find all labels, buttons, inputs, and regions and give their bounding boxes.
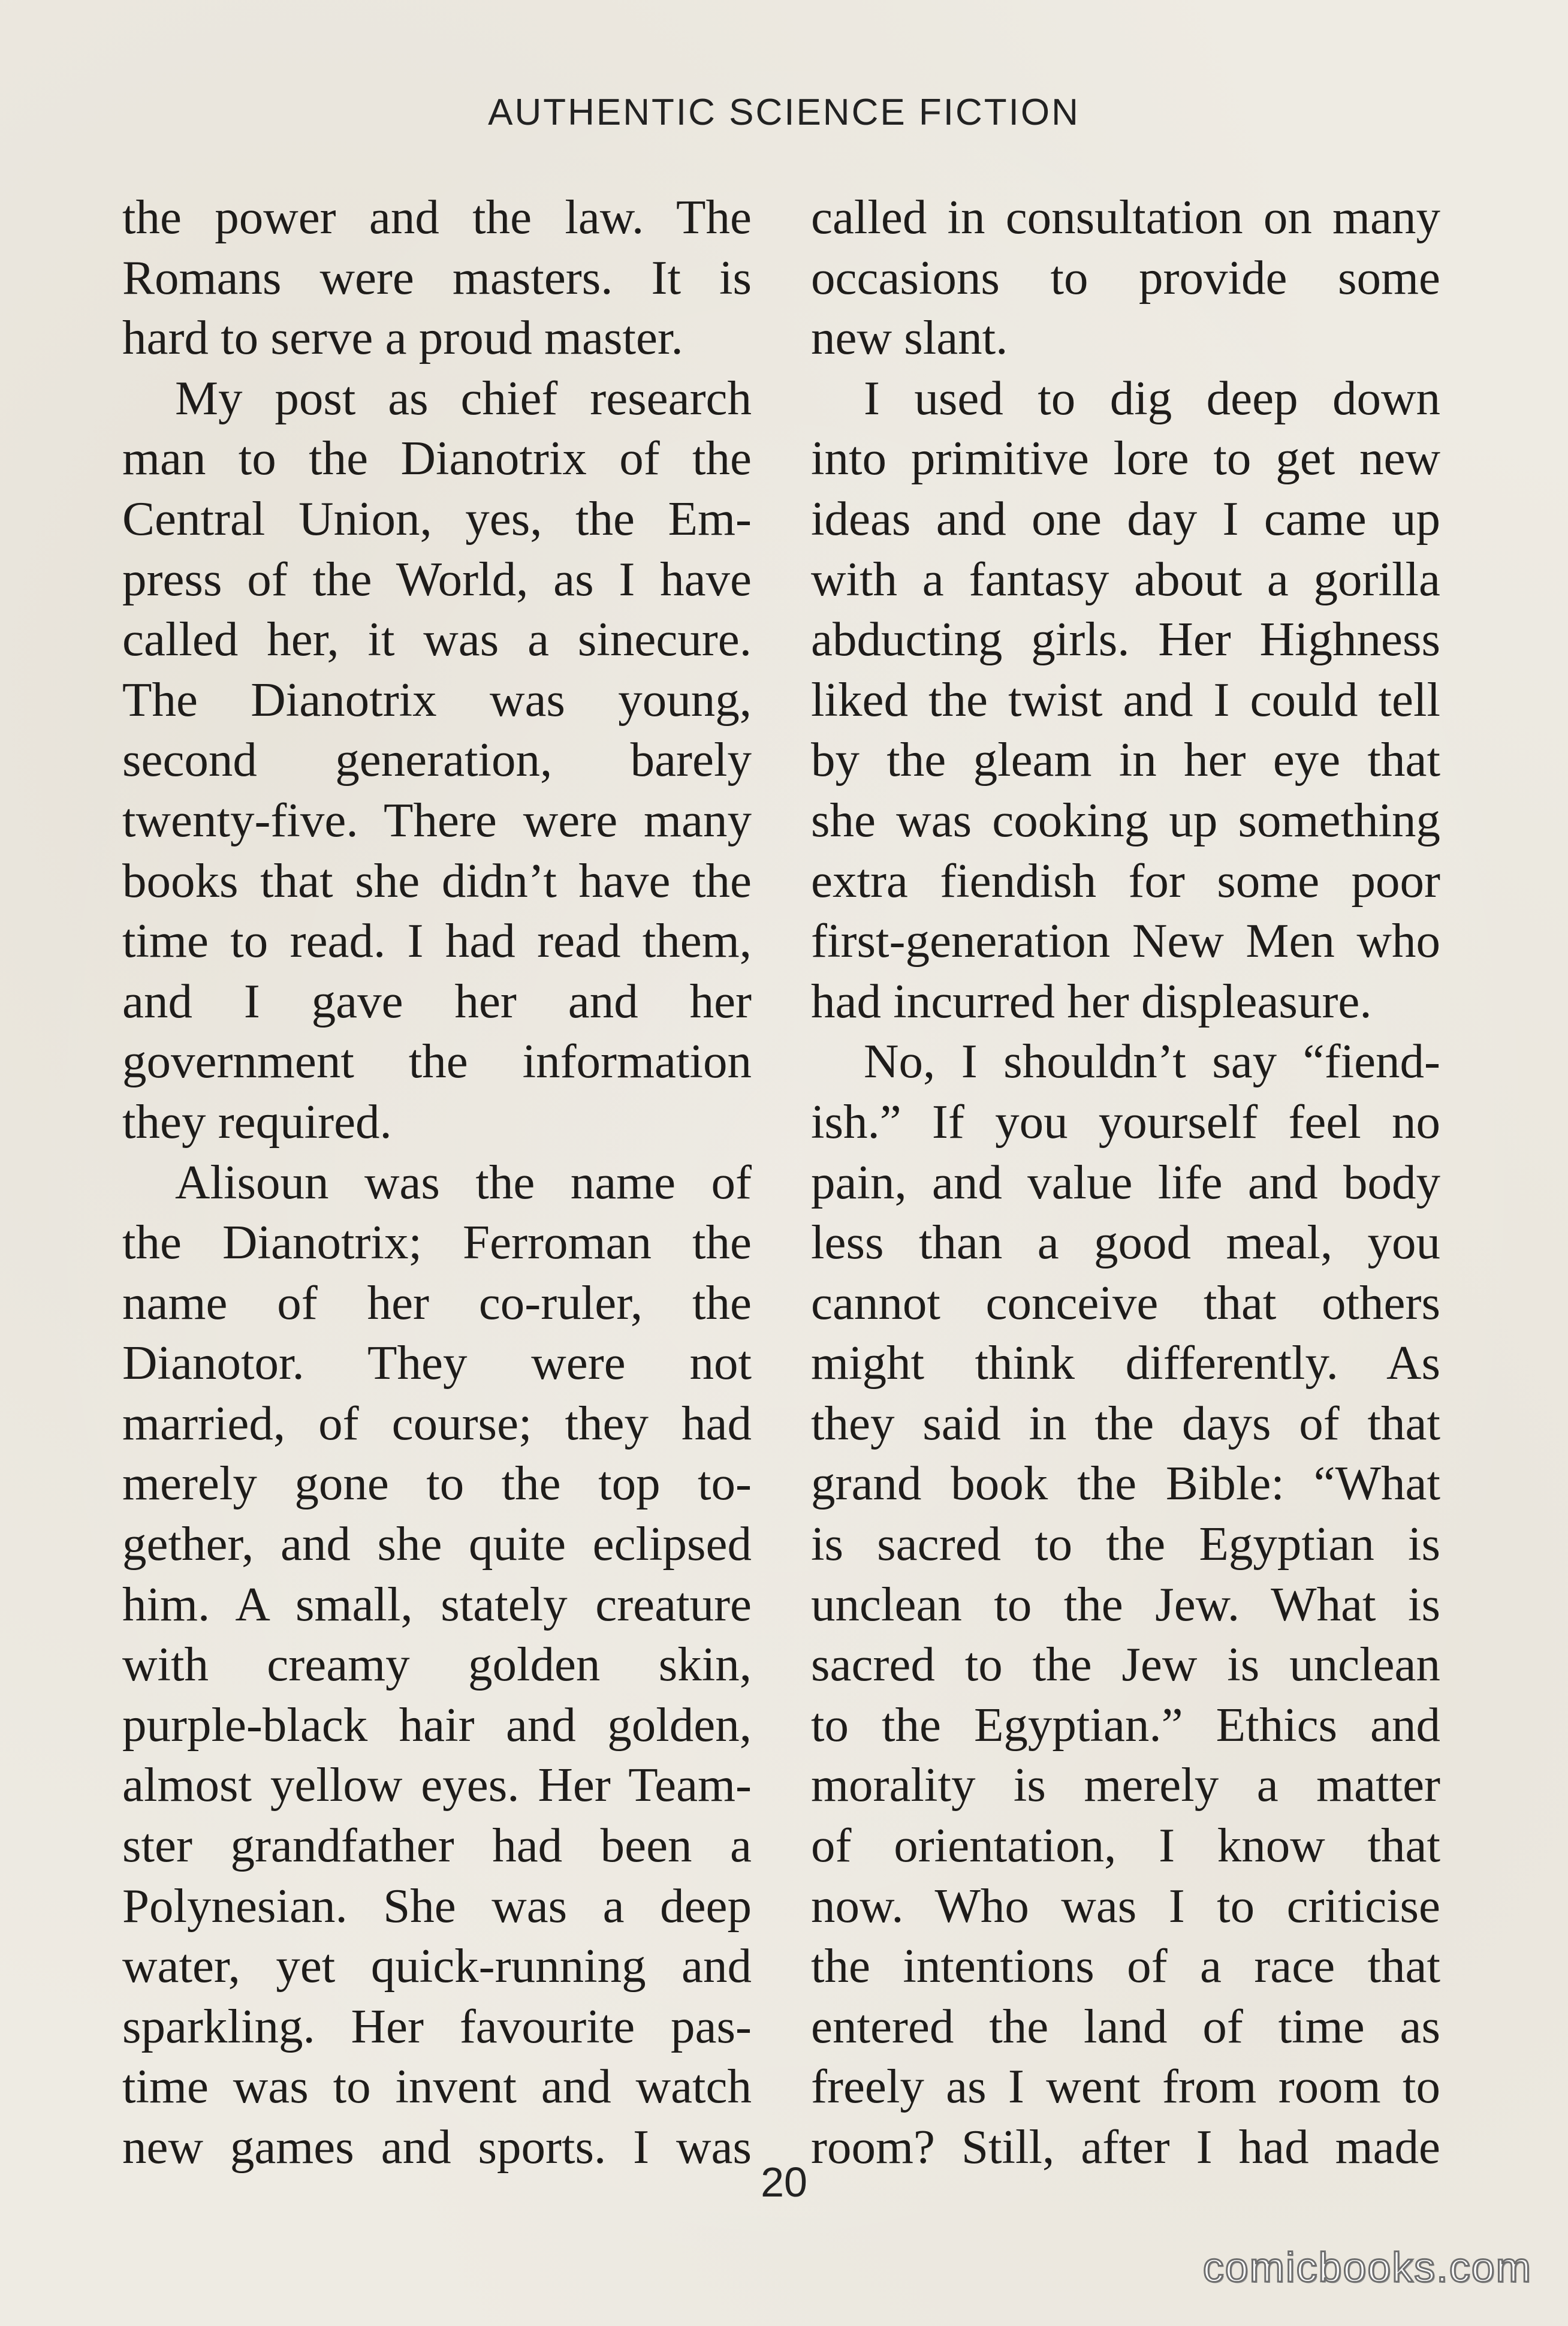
- text-line: ster grandfather had been a: [122, 1818, 752, 1873]
- text-line: hard to serve a proud master.: [122, 311, 683, 365]
- text-line: books that she didn’t have the: [122, 853, 752, 908]
- text-line: new slant.: [811, 311, 1008, 365]
- text-line: by the gleam in her eye that: [811, 733, 1440, 787]
- text-line: she was cooking up something: [811, 793, 1440, 847]
- text-line: the power and the law. The: [122, 190, 752, 244]
- text-line: merely gone to the top to-: [122, 1456, 752, 1511]
- text-column-left: [122, 187, 752, 2177]
- text-line: entered the land of time as: [811, 1999, 1440, 2053]
- text-line: freely as I went from room to: [811, 2059, 1440, 2114]
- text-line: now. Who was I to criticise: [811, 1878, 1440, 1933]
- text-column-right: [811, 187, 1440, 2177]
- text-line: new games and sports. I was: [122, 2120, 752, 2174]
- running-title: AUTHENTIC SCIENCE FICTION: [488, 92, 1080, 133]
- text-line: Alisoun was the name of: [175, 1155, 752, 1209]
- text-line: ideas and one day I came up: [811, 491, 1440, 546]
- text-line: time was to invent and watch: [122, 2059, 752, 2114]
- text-line: purple-black hair and golden,: [122, 1697, 752, 1752]
- text-line: ish.” If you yourself feel no: [811, 1094, 1440, 1149]
- text-line: they said in the days of that: [811, 1396, 1440, 1450]
- text-line: I used to dig deep down: [864, 370, 1440, 425]
- text-line: time to read. I had read them,: [122, 914, 752, 968]
- text-line: him. A small, stately creature: [122, 1577, 752, 1631]
- text-line: called in consultation on many: [811, 190, 1440, 244]
- text-line: room? Still, after I had made: [811, 2120, 1440, 2174]
- text-line: with creamy golden skin,: [122, 1637, 752, 1692]
- text-line: is sacred to the Egyptian is: [811, 1517, 1440, 1571]
- text-line: unclean to the Jew. What is: [811, 1577, 1440, 1631]
- text-line: extra fiendish for some poor: [811, 853, 1440, 908]
- text-line: press of the World, as I have: [122, 552, 752, 606]
- text-line: Romans were masters. It is: [122, 250, 752, 305]
- text-line: abducting girls. Her Highness: [811, 612, 1440, 667]
- text-line: and I gave her and her: [122, 974, 752, 1028]
- text-line: might think differently. As: [811, 1336, 1440, 1390]
- text-line: with a fantasy about a gorilla: [811, 552, 1440, 606]
- text-line: water, yet quick-running and: [122, 1939, 752, 1993]
- text-line: gether, and she quite eclipsed: [122, 1517, 752, 1571]
- text-line: first-generation New Men who: [811, 914, 1440, 968]
- text-line: sparkling. Her favourite pas-: [122, 1999, 752, 2053]
- text-line: liked the twist and I could tell: [811, 672, 1440, 727]
- text-line: had incurred her displeasure.: [811, 974, 1372, 1028]
- text-line: into primitive lore to get new: [811, 431, 1440, 486]
- text-line: occasions to provide some: [811, 250, 1440, 305]
- text-line: Central Union, yes, the Em-: [122, 491, 752, 546]
- text-line: second generation, barely: [122, 733, 752, 787]
- text-line: the Dianotrix; Ferroman the: [122, 1215, 752, 1270]
- text-line: the intentions of a race that: [811, 1939, 1440, 1993]
- text-line: The Dianotrix was young,: [122, 672, 752, 727]
- page-number: 20: [761, 2159, 807, 2206]
- text-line: name of her co-ruler, the: [122, 1275, 752, 1330]
- text-line: almost yellow eyes. Her Team-: [122, 1758, 752, 1812]
- text-line: No, I shouldn’t say “fiend-: [864, 1034, 1440, 1089]
- text-line: called her, it was a sinecure.: [122, 612, 752, 667]
- text-line: grand book the Bible: “What: [811, 1456, 1440, 1511]
- text-line: Dianotor. They were not: [122, 1336, 752, 1390]
- text-line: married, of course; they had: [122, 1396, 752, 1450]
- text-line: man to the Dianotrix of the: [122, 431, 752, 486]
- text-line: Polynesian. She was a deep: [122, 1878, 752, 1933]
- text-line: to the Egyptian.” Ethics and: [811, 1697, 1440, 1752]
- text-line: pain, and value life and body: [811, 1155, 1440, 1209]
- text-line: of orientation, I know that: [811, 1818, 1440, 1873]
- text-line: less than a good meal, you: [811, 1215, 1440, 1270]
- text-line: sacred to the Jew is unclean: [811, 1637, 1440, 1692]
- text-line: twenty-five. There were many: [122, 793, 752, 847]
- text-line: cannot conceive that others: [811, 1275, 1440, 1330]
- text-line: they required.: [122, 1094, 392, 1149]
- watermark: comicbooks.com: [1202, 2244, 1532, 2291]
- text-line: morality is merely a matter: [811, 1758, 1440, 1812]
- text-line: government the information: [122, 1034, 752, 1089]
- text-line: My post as chief research: [175, 370, 752, 425]
